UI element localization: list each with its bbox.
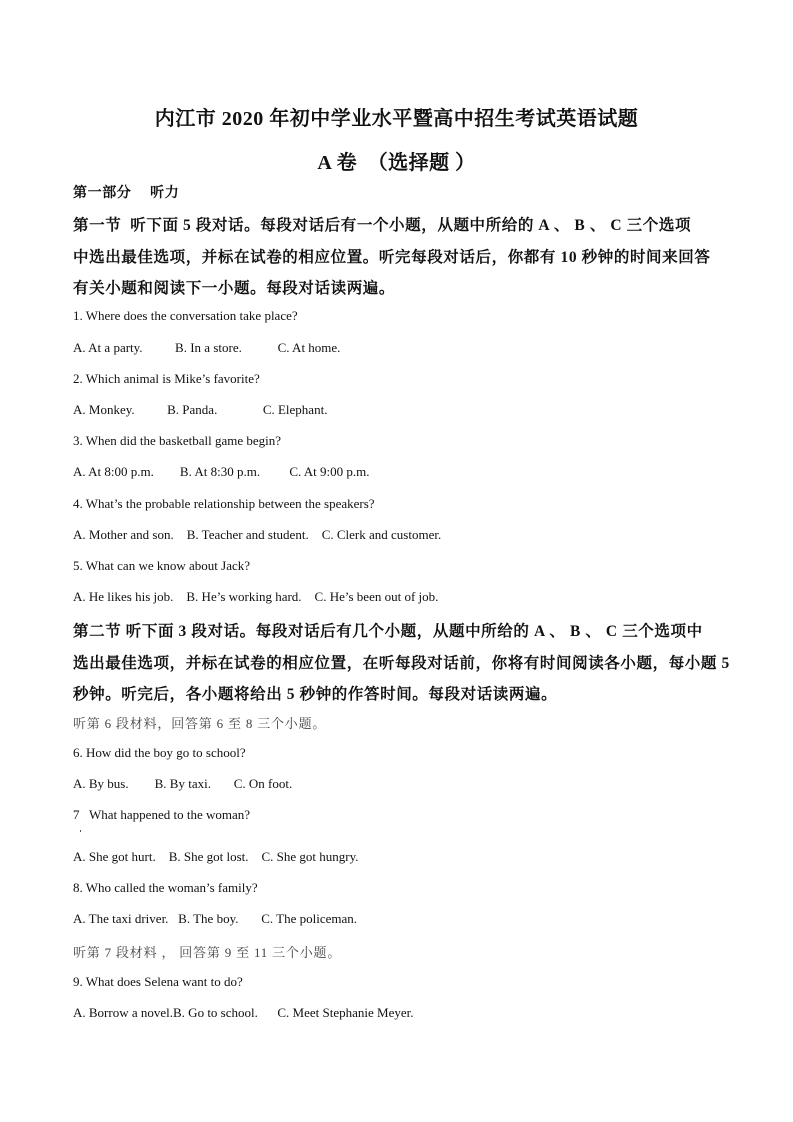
question-4: 4. What’s the probable relationship between the speakers? [73, 496, 375, 511]
question-5-options: A. He likes his job. B. He’s working hard. C. He’s been out of job. [73, 589, 439, 604]
question-1-options: A. At a party. B. In a store. C. At home. [73, 340, 341, 355]
question-3-options: A. At 8:00 p.m. B. At 8:30 p.m. C. At 9:00 p.m. [73, 464, 370, 479]
material-7-note: 听第 7 段材料 ， 回答第 9 至 11 三个小题。 [73, 945, 342, 960]
question-9-options: A. Borrow a novel.B. Go to school. C. Meet Stephanie Meyer. [73, 1005, 414, 1020]
question-7: 7 What happened to the woman? [73, 807, 251, 822]
exam-title: 内江市 2020 年初中学业水平暨高中招生考试英语试题 [154, 108, 639, 130]
question-3: 3. When did the basketball game begin? [73, 433, 282, 448]
question-2: 2. Which animal is Mike’s favorite? [73, 371, 260, 386]
section2-instruction-line-3: 秒钟。听完后，各小题将给出 5 秒钟的作答时间。每段对话读两遍。 [73, 686, 558, 703]
question-6: 6. How did the boy go to school? [73, 745, 246, 760]
exam-subtitle: A 卷 （选择题 ） [317, 152, 476, 174]
question-6-options: A. By bus. B. By taxi. C. On foot. [73, 776, 293, 791]
question-5: 5. What can we know about Jack? [73, 558, 251, 573]
question-8: 8. Who called the woman’s family? [73, 880, 258, 895]
section2-instruction-line-1: 第二节 听下面 3 段对话。每段对话后有几个小题，从题中所给的 A 、 B 、 C 三个选项中 [73, 623, 703, 640]
section1-instruction-line-1: 第一节 听下面 5 段对话。每段对话后有一个小题，从题中所给的 A 、 B 、 C 三个选项 [73, 217, 692, 234]
section2-instruction-line-2: 选出最佳选项，并标在试卷的相应位置，在听每段对话前，你将有时间阅读各小题，每小题 5 [73, 655, 730, 672]
part-heading: 第一部分 听力 [73, 186, 180, 201]
section1-instruction-line-3: 有关小题和阅读下一小题。每段对话读两遍。 [73, 280, 396, 297]
question-4-options: A. Mother and son. B. Teacher and student. C. Clerk and customer. [73, 527, 442, 542]
material-6-note: 听第 6 段材料，回答第 6 至 8 三个小题。 [73, 716, 327, 731]
question-9: 9. What does Selena want to do? [73, 974, 243, 989]
question-1: 1. Where does the conversation take place? [73, 308, 298, 323]
question-8-options: A. The taxi driver. B. The boy. C. The policeman. [73, 911, 358, 926]
stray-mark [80, 830, 81, 832]
section1-instruction-line-2: 中选出最佳选项，并标在试卷的相应位置。听完每段对话后，你都有 10 秒钟的时间来回答 [73, 249, 711, 266]
question-7-options: A. She got hurt. B. She got lost. C. She got hungry. [73, 849, 359, 864]
question-2-options: A. Monkey. B. Panda. C. Elephant. [73, 402, 328, 417]
